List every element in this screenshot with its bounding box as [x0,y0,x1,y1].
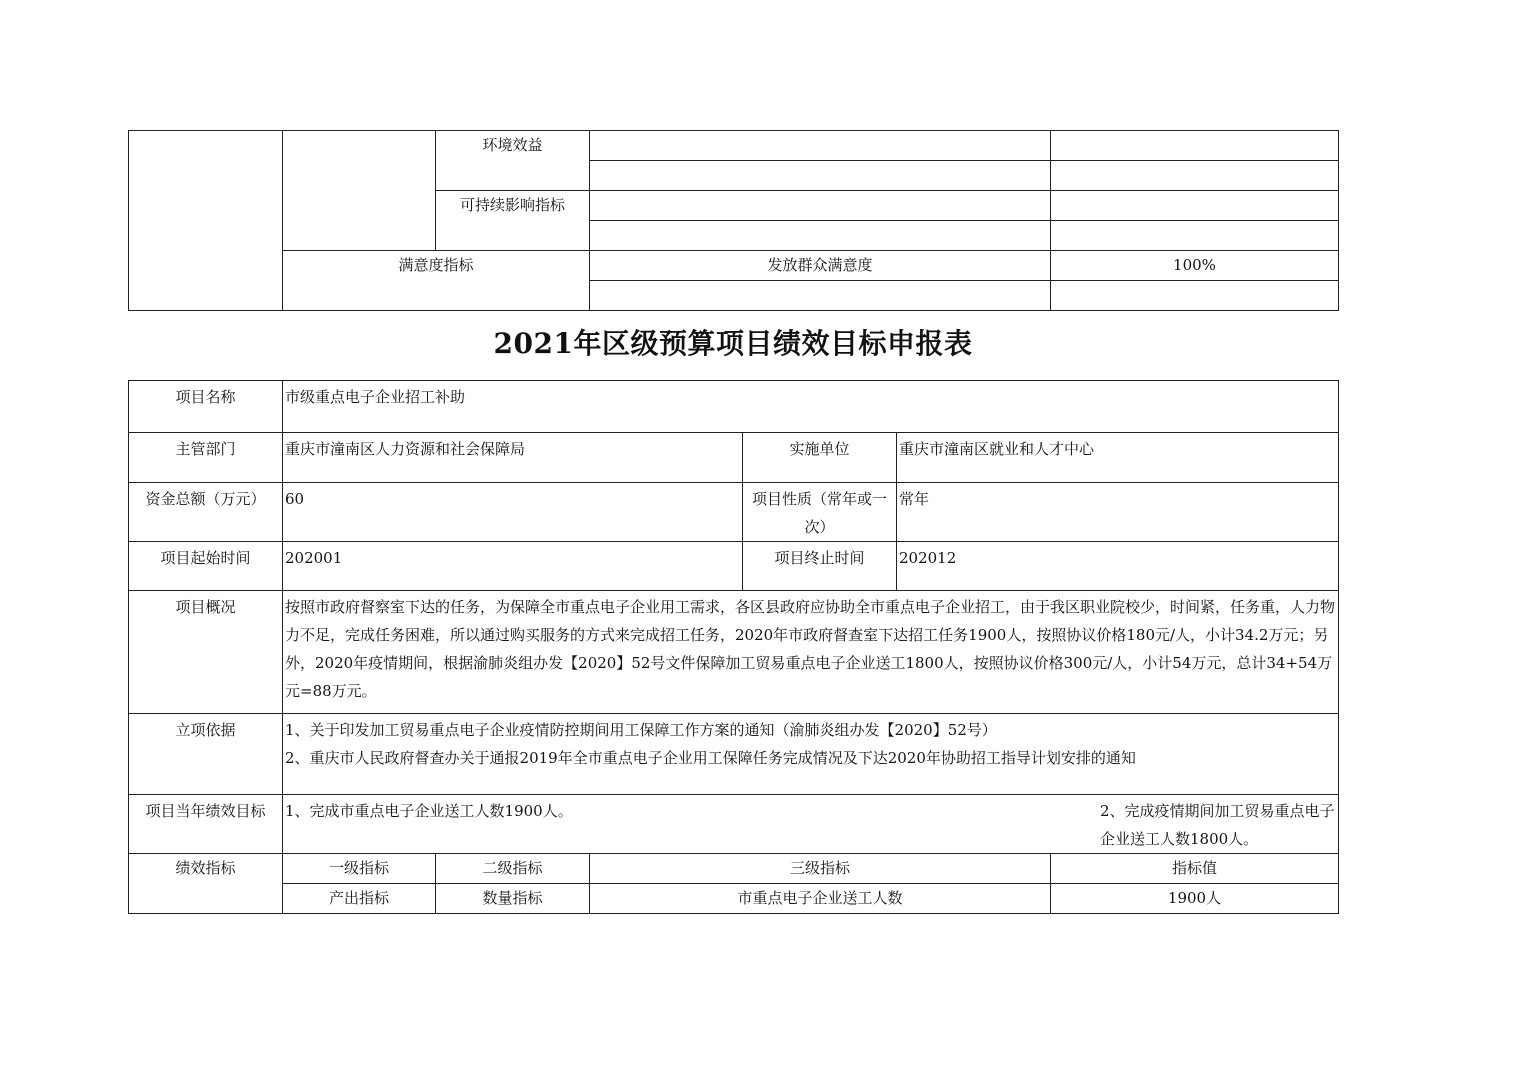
goal-cell [283,795,1339,854]
end-label: 项目终止时间 [743,542,897,591]
start-date: 202001 [283,542,743,591]
project-name-label: 项目名称 [129,381,283,433]
empty-cell [590,281,1051,311]
department-label: 主管部门 [129,433,283,483]
blank-cell [283,131,436,251]
empty-cell [1051,161,1339,191]
row1-level2: 数量指标 [436,884,590,914]
empty-cell [1051,131,1339,161]
basis-label: 立项依据 [129,714,283,795]
empty-cell [1051,191,1339,221]
environment-benefit-label: 环境效益 [436,131,590,191]
level2-header: 二级指标 [436,854,590,884]
implementer: 重庆市潼南区就业和人才中心 [897,433,1339,483]
row1-level1: 产出指标 [283,884,436,914]
overview-text: 按照市政府督察室下达的任务，为保障全市重点电子企业用工需求，各区县政府应协助全市重点电子企业招工，由于我区职业院校少，时间紧，任务重，人力物力不足，完成任务困难，所以通过购买服务的方式来完成招工任务，2020年市政府督查室下达招工任务1900人，按照协议价格180元/人，小计34.2万元；另外，2020年疫情期间，根据渝肺炎组办发【2020】52号文件保障加工贸易重点电子企业送工1800人，按照协议价格300元/人，小计54万元，总计34+54万元=88万元。 [283,591,1339,714]
form-title: 2021年区级预算项目绩效目标申报表 [493,327,973,360]
end-date: 202012 [897,542,1339,591]
empty-cell [590,221,1051,251]
department: 重庆市潼南区人力资源和社会保障局 [283,433,743,483]
project-name: 市级重点电子企业招工补助 [283,381,1339,433]
sustainability-indicator-label: 可持续影响指标 [436,191,590,251]
satisfaction-value: 100% [1051,251,1339,281]
row1-value: 1900人 [1051,884,1339,914]
funds: 60 [283,483,743,542]
value-header: 指标值 [1051,854,1339,884]
blank-cell [129,131,283,311]
basis-item-1: 1、关于印发加工贸易重点电子企业疫情防控期间用工保障工作方案的通知（渝肺炎组办发【2020】52号） [285,721,997,739]
empty-cell [590,191,1051,221]
satisfaction-indicator-label: 满意度指标 [283,251,590,311]
empty-cell [1051,221,1339,251]
row1-level3: 市重点电子企业送工人数 [590,884,1051,914]
level3-header: 三级指标 [590,854,1051,884]
basis-cell [283,714,1339,795]
basis-item-2: 2、重庆市人民政府督查办关于通报2019年全市重点电子企业用工保障任务完成情况及下达2020年协助招工指导计划安排的通知 [285,749,1136,767]
main-form-table [128,380,1339,914]
empty-cell [590,161,1051,191]
overview-label: 项目概况 [129,591,283,714]
start-label: 项目起始时间 [129,542,283,591]
implementer-label: 实施单位 [743,433,897,483]
level1-header: 一级指标 [283,854,436,884]
satisfaction-item: 发放群众满意度 [590,251,1051,281]
goal-item-1: 1、完成市重点电子企业送工人数1900人。 [285,802,573,820]
empty-cell [590,131,1051,161]
nature: 常年 [897,483,1339,542]
performance-indicator-label: 绩效指标 [129,854,283,914]
goal-item-2: 2、完成疫情期间加工贸易重点电子企业送工人数1800人。 [1100,802,1335,848]
goal-label: 项目当年绩效目标 [129,795,283,854]
funds-label: 资金总额（万元） [129,483,283,542]
empty-cell [1051,281,1339,311]
top-continuation-table [128,130,1339,311]
nature-label: 项目性质（常年或一次） [743,483,897,542]
